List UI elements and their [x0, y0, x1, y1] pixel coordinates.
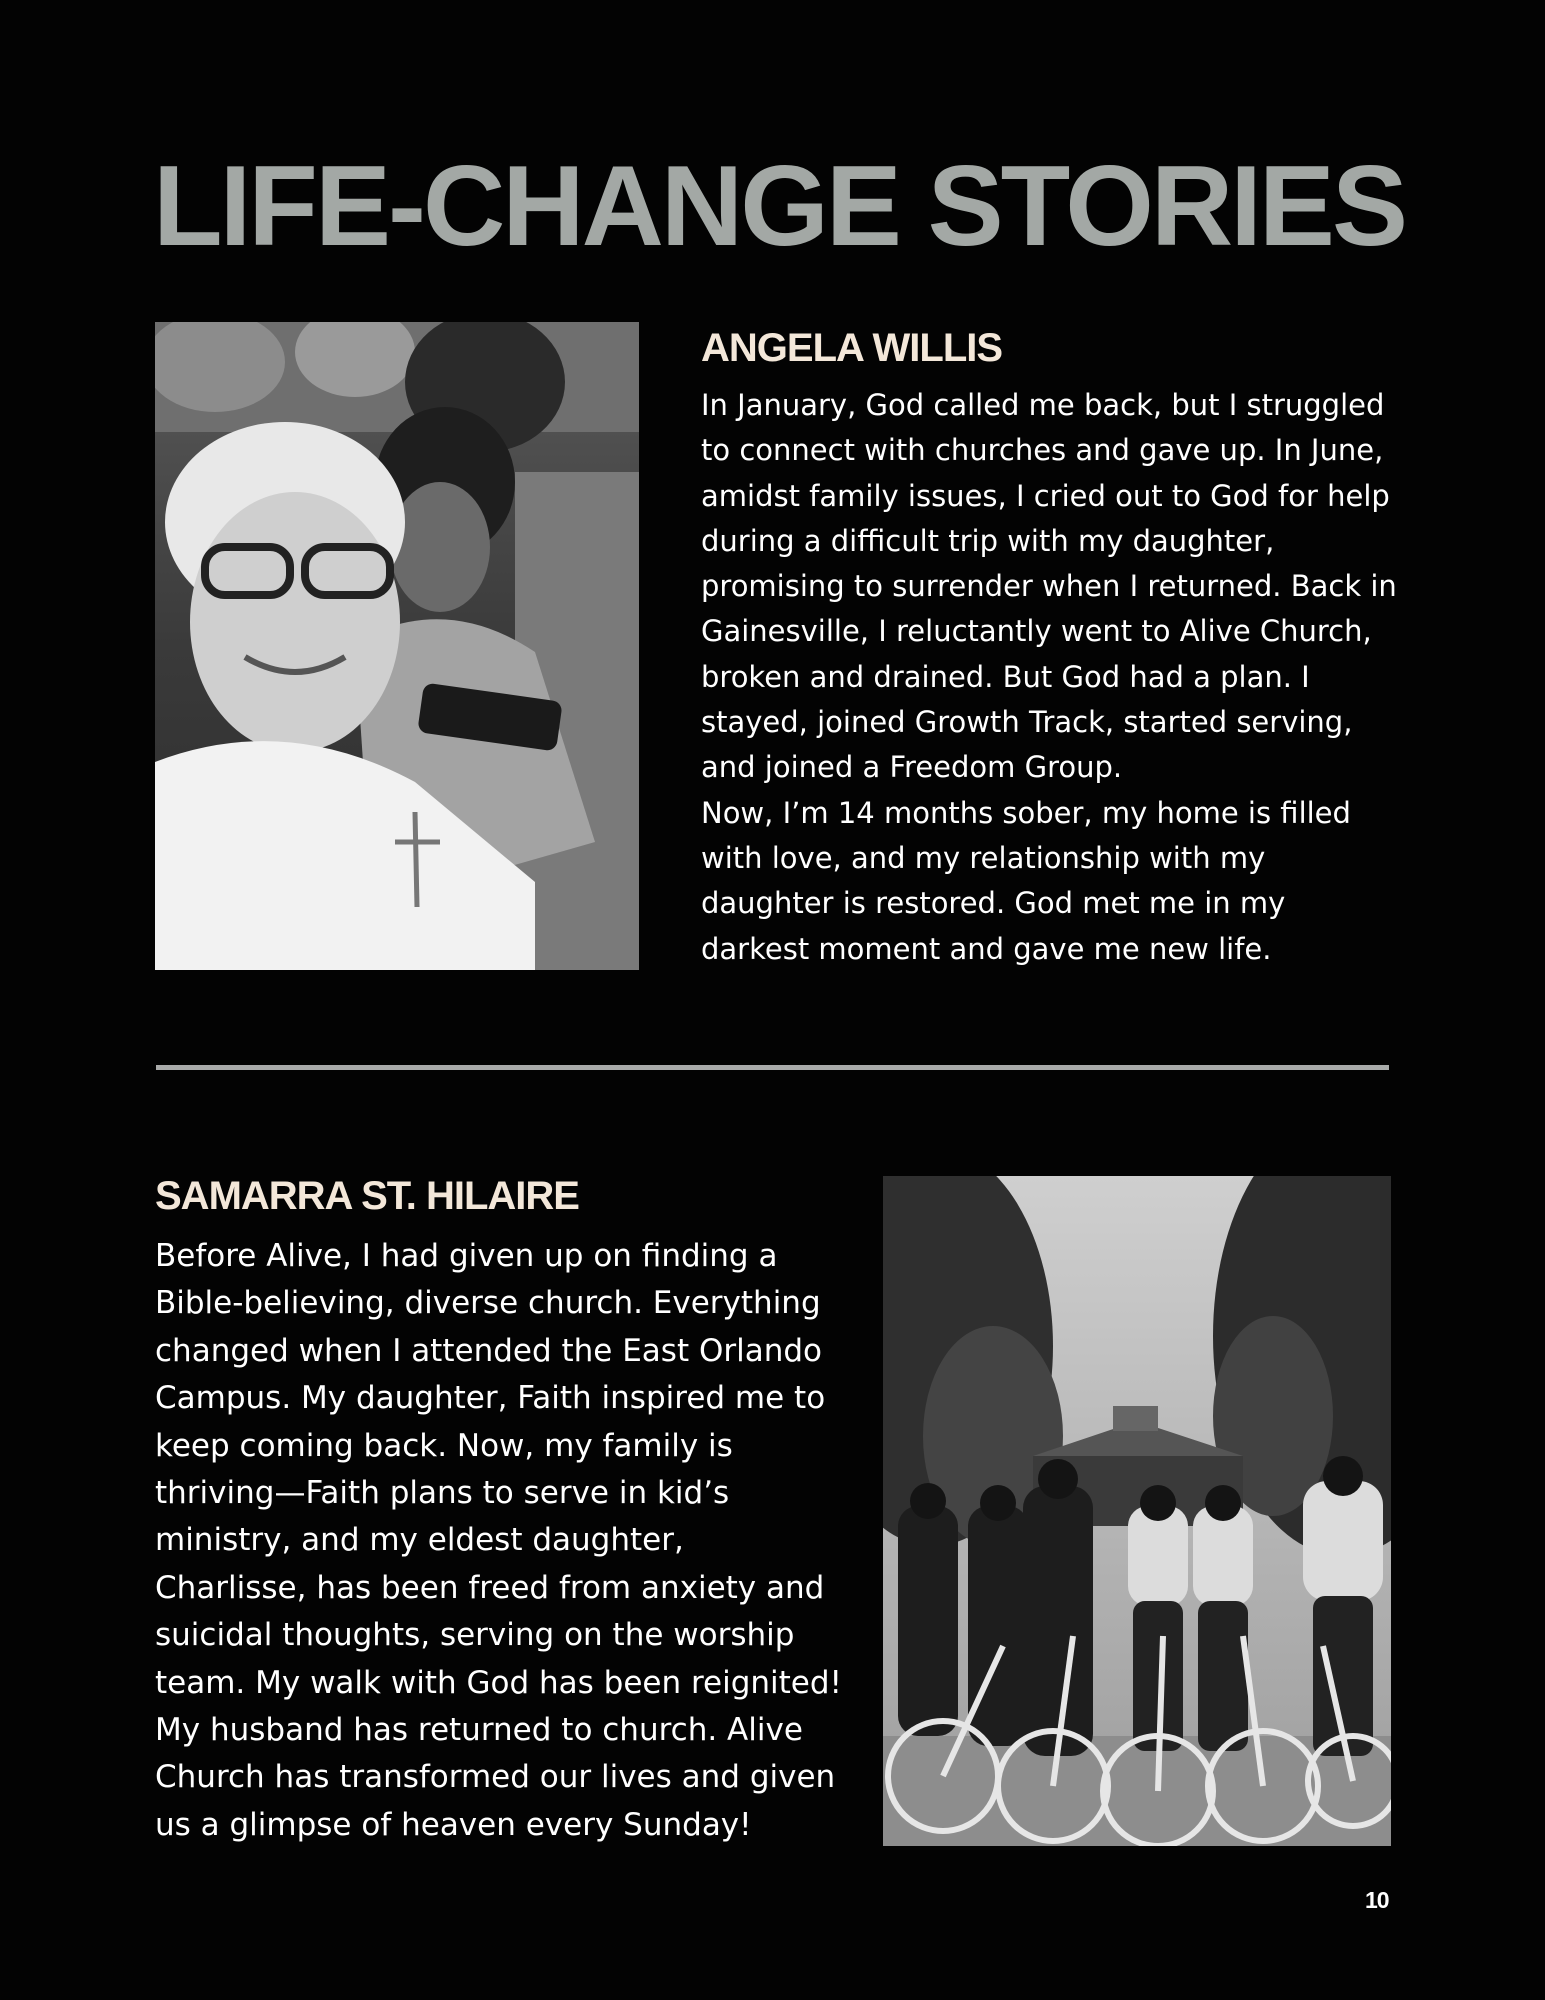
story-paragraph: Now, I’m 14 months sober, my home is filled with love, and my relationship with my daughter is restored. God met me in my darkest moment and gave me new life. — [701, 795, 1351, 966]
page-title: LIFE-CHANGE STORIES — [153, 143, 1405, 270]
selfie-photo-image — [155, 322, 639, 970]
family-bicycles-photo-image — [883, 1176, 1391, 1846]
page-number: 10 — [1365, 1887, 1389, 1913]
story-photo-samarra — [883, 1176, 1391, 1846]
story-text-angela — [701, 383, 1401, 972]
story-name-angela: ANGELA WILLIS — [701, 326, 1003, 370]
section-divider — [156, 1065, 1389, 1070]
story-name-samarra: SAMARRA ST. HILAIRE — [155, 1174, 579, 1218]
story-text-samarra — [155, 1233, 845, 1849]
story-paragraph: Before Alive, I had given up on finding a Bible-believing, diverse church. Everything changed when I attended the East Orlando Campus. My daughter, Faith inspired me to keep coming back. Now, my family is thriving—Faith plans to serve in kid’s ministry, and my eldest daughter, Charlisse, has been freed from anxiety and suicidal thoughts, serving on the worship team. My walk with God has been reignited! My husband has returned to church. Alive Church has transformed our lives and given us a glimpse of heaven every Sunday! — [155, 1238, 842, 1843]
story-paragraph: In January, God called me back, but I struggled to connect with churches and gave up. In June, amidst family issues, I cried out to God for help during a difficult trip with my daughter, promising to surrender when I returned. Back in Gainesville, I reluctantly went to Alive Church, broken and drained. But God had a plan. I stayed, joined Growth Track, started serving, and joined a Freedom Group. — [701, 388, 1397, 785]
story-photo-angela — [155, 322, 639, 970]
